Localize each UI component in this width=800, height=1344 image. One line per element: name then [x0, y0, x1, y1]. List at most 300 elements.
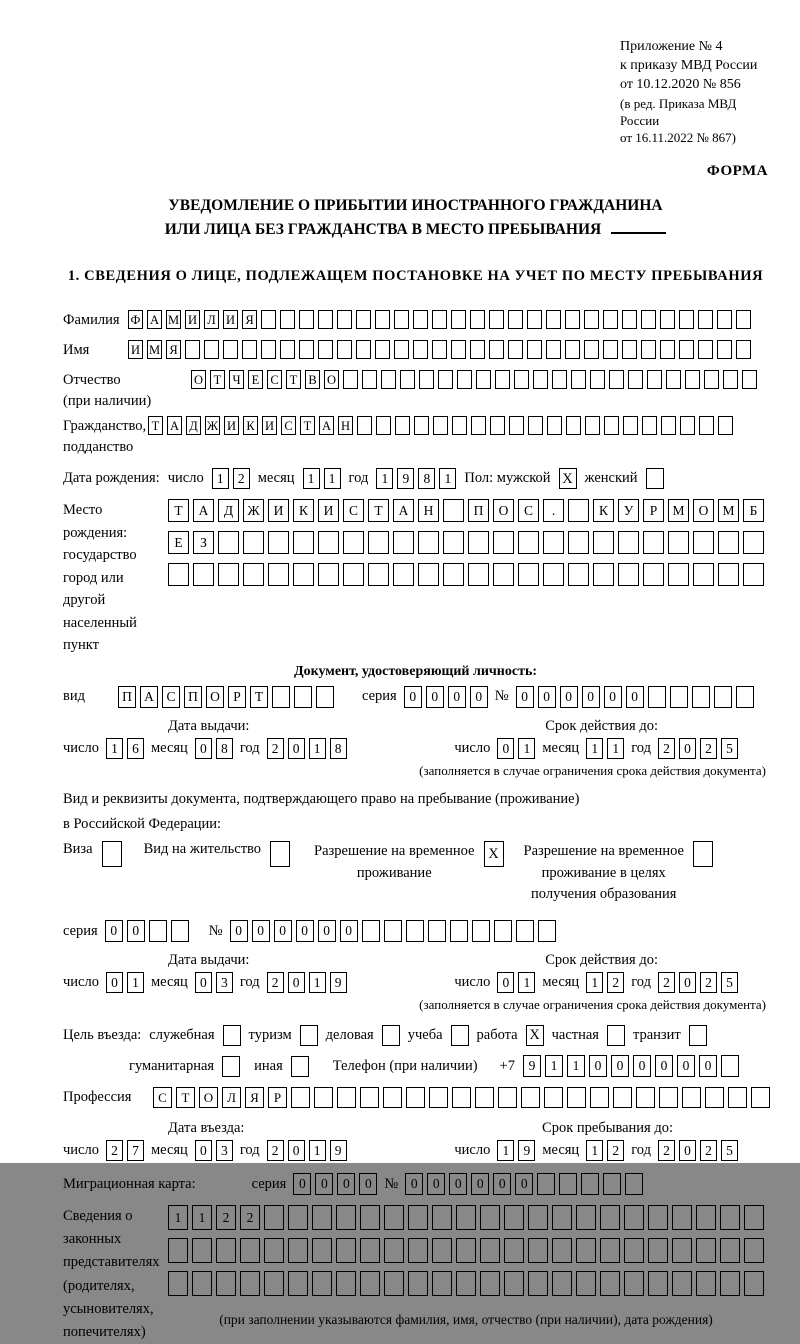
- char-cell[interactable]: Р: [643, 499, 664, 522]
- char-cell[interactable]: [468, 563, 489, 586]
- char-cell[interactable]: [546, 340, 561, 359]
- char-cell[interactable]: [494, 920, 512, 942]
- char-cell[interactable]: [682, 1087, 701, 1108]
- char-cell[interactable]: Я: [166, 340, 181, 359]
- char-cell[interactable]: С: [162, 686, 180, 708]
- char-cell[interactable]: X: [559, 468, 577, 489]
- char-cell[interactable]: [543, 563, 564, 586]
- char-cell[interactable]: М: [166, 310, 181, 329]
- char-cell[interactable]: [516, 920, 534, 942]
- char-cell[interactable]: А: [193, 499, 214, 522]
- stay-month-cells[interactable]: [586, 1140, 624, 1161]
- purpose-work-checkbox[interactable]: [526, 1025, 544, 1046]
- char-cell[interactable]: 0: [582, 686, 600, 708]
- char-cell[interactable]: [368, 531, 389, 554]
- char-cell[interactable]: [414, 416, 429, 435]
- char-cell[interactable]: 0: [679, 738, 696, 759]
- char-cell[interactable]: [568, 563, 589, 586]
- char-cell[interactable]: 2: [106, 1140, 123, 1161]
- purpose-tourism-checkbox[interactable]: [300, 1025, 318, 1046]
- purpose-transit-checkbox[interactable]: [689, 1025, 707, 1046]
- char-cell[interactable]: [609, 370, 624, 389]
- char-cell[interactable]: [567, 1087, 586, 1108]
- permit-valid-year-cells[interactable]: [658, 972, 738, 993]
- char-cell[interactable]: 1: [586, 972, 603, 993]
- char-cell[interactable]: [443, 563, 464, 586]
- char-cell[interactable]: 0: [699, 1055, 717, 1077]
- char-cell[interactable]: 0: [105, 920, 123, 942]
- char-cell[interactable]: Р: [268, 1087, 287, 1108]
- char-cell[interactable]: [571, 370, 586, 389]
- char-cell[interactable]: [240, 1271, 260, 1296]
- char-cell[interactable]: [613, 1087, 632, 1108]
- char-cell[interactable]: 1: [212, 468, 229, 489]
- char-cell[interactable]: [381, 370, 396, 389]
- char-cell[interactable]: Т: [168, 499, 189, 522]
- char-cell[interactable]: Ж: [243, 499, 264, 522]
- char-cell[interactable]: [393, 531, 414, 554]
- char-cell[interactable]: [394, 340, 409, 359]
- char-cell[interactable]: [648, 1205, 668, 1230]
- entry-month-cells[interactable]: [195, 1140, 233, 1161]
- char-cell[interactable]: 0: [127, 920, 145, 942]
- char-cell[interactable]: [692, 686, 710, 708]
- char-cell[interactable]: 1: [106, 738, 123, 759]
- char-cell[interactable]: [443, 499, 464, 522]
- char-cell[interactable]: [504, 1238, 524, 1263]
- char-cell[interactable]: [291, 1056, 309, 1077]
- char-cell[interactable]: [646, 468, 664, 489]
- char-cell[interactable]: [508, 340, 523, 359]
- doc-valid-year-cells[interactable]: [658, 738, 738, 759]
- char-cell[interactable]: [593, 531, 614, 554]
- char-cell[interactable]: 5: [721, 972, 738, 993]
- char-cell[interactable]: Ч: [229, 370, 244, 389]
- char-cell[interactable]: [641, 310, 656, 329]
- char-cell[interactable]: [559, 1173, 577, 1195]
- char-cell[interactable]: [693, 841, 713, 867]
- char-cell[interactable]: [452, 416, 467, 435]
- char-cell[interactable]: [337, 310, 352, 329]
- char-cell[interactable]: [406, 1087, 425, 1108]
- permit-valid-month-cells[interactable]: [586, 972, 624, 993]
- visa-checkbox[interactable]: [102, 841, 122, 867]
- char-cell[interactable]: [429, 1087, 448, 1108]
- char-cell[interactable]: [216, 1271, 236, 1296]
- given-name-cells[interactable]: [128, 340, 751, 359]
- stay-day-cells[interactable]: [497, 1140, 535, 1161]
- char-cell[interactable]: [268, 531, 289, 554]
- char-cell[interactable]: [192, 1238, 212, 1263]
- char-cell[interactable]: [668, 531, 689, 554]
- char-cell[interactable]: [185, 340, 200, 359]
- char-cell[interactable]: [419, 370, 434, 389]
- reps-cells-row3[interactable]: [168, 1271, 764, 1296]
- char-cell[interactable]: [395, 416, 410, 435]
- char-cell[interactable]: П: [118, 686, 136, 708]
- char-cell[interactable]: [312, 1271, 332, 1296]
- char-cell[interactable]: [480, 1271, 500, 1296]
- char-cell[interactable]: [647, 370, 662, 389]
- char-cell[interactable]: 1: [567, 1055, 585, 1077]
- char-cell[interactable]: О: [206, 686, 224, 708]
- char-cell[interactable]: [382, 1025, 400, 1046]
- char-cell[interactable]: [268, 563, 289, 586]
- char-cell[interactable]: 0: [195, 972, 212, 993]
- char-cell[interactable]: Я: [242, 310, 257, 329]
- char-cell[interactable]: [318, 563, 339, 586]
- char-cell[interactable]: [470, 310, 485, 329]
- char-cell[interactable]: [452, 1087, 471, 1108]
- char-cell[interactable]: [509, 416, 524, 435]
- char-cell[interactable]: [293, 563, 314, 586]
- char-cell[interactable]: [622, 340, 637, 359]
- char-cell[interactable]: 0: [296, 920, 314, 942]
- char-cell[interactable]: 0: [611, 1055, 629, 1077]
- char-cell[interactable]: [696, 1205, 716, 1230]
- char-cell[interactable]: [393, 563, 414, 586]
- char-cell[interactable]: [261, 340, 276, 359]
- char-cell[interactable]: 1: [303, 468, 320, 489]
- char-cell[interactable]: [689, 1025, 707, 1046]
- char-cell[interactable]: [661, 416, 676, 435]
- char-cell[interactable]: Я: [245, 1087, 264, 1108]
- char-cell[interactable]: 3: [216, 1140, 233, 1161]
- char-cell[interactable]: [428, 920, 446, 942]
- char-cell[interactable]: [528, 1205, 548, 1230]
- char-cell[interactable]: К: [243, 416, 258, 435]
- char-cell[interactable]: З: [193, 531, 214, 554]
- char-cell[interactable]: [744, 1205, 764, 1230]
- permit-series-cells[interactable]: [105, 920, 189, 942]
- char-cell[interactable]: [272, 686, 290, 708]
- char-cell[interactable]: [450, 920, 468, 942]
- char-cell[interactable]: [413, 340, 428, 359]
- char-cell[interactable]: [394, 310, 409, 329]
- char-cell[interactable]: О: [693, 499, 714, 522]
- char-cell[interactable]: [498, 1087, 517, 1108]
- char-cell[interactable]: [357, 416, 372, 435]
- char-cell[interactable]: [728, 1087, 747, 1108]
- char-cell[interactable]: [593, 563, 614, 586]
- char-cell[interactable]: 0: [679, 972, 696, 993]
- char-cell[interactable]: 0: [626, 686, 644, 708]
- char-cell[interactable]: [318, 310, 333, 329]
- char-cell[interactable]: Е: [248, 370, 263, 389]
- char-cell[interactable]: [216, 1238, 236, 1263]
- char-cell[interactable]: [696, 1271, 716, 1296]
- char-cell[interactable]: [400, 370, 415, 389]
- char-cell[interactable]: 2: [700, 972, 717, 993]
- char-cell[interactable]: [600, 1271, 620, 1296]
- reps-cells-row1[interactable]: [168, 1205, 764, 1230]
- char-cell[interactable]: [721, 1055, 739, 1077]
- permit-issue-day-cells[interactable]: [106, 972, 144, 993]
- doc-issue-year-cells[interactable]: [267, 738, 347, 759]
- char-cell[interactable]: [576, 1271, 596, 1296]
- char-cell[interactable]: [356, 310, 371, 329]
- char-cell[interactable]: 0: [288, 1140, 305, 1161]
- char-cell[interactable]: О: [199, 1087, 218, 1108]
- char-cell[interactable]: [717, 340, 732, 359]
- char-cell[interactable]: [643, 531, 664, 554]
- char-cell[interactable]: 1: [127, 972, 144, 993]
- char-cell[interactable]: [604, 416, 619, 435]
- char-cell[interactable]: [294, 686, 312, 708]
- char-cell[interactable]: [566, 416, 581, 435]
- char-cell[interactable]: 0: [471, 1173, 489, 1195]
- sex-female-checkbox[interactable]: [646, 468, 664, 489]
- char-cell[interactable]: [480, 1238, 500, 1263]
- char-cell[interactable]: [698, 310, 713, 329]
- char-cell[interactable]: [641, 340, 656, 359]
- char-cell[interactable]: [643, 563, 664, 586]
- char-cell[interactable]: [528, 1271, 548, 1296]
- char-cell[interactable]: Н: [418, 499, 439, 522]
- char-cell[interactable]: [383, 1087, 402, 1108]
- char-cell[interactable]: X: [526, 1025, 544, 1046]
- char-cell[interactable]: [538, 920, 556, 942]
- char-cell[interactable]: 9: [397, 468, 414, 489]
- char-cell[interactable]: [375, 340, 390, 359]
- entry-year-cells[interactable]: [267, 1140, 347, 1161]
- char-cell[interactable]: 1: [192, 1205, 212, 1230]
- char-cell[interactable]: [493, 531, 514, 554]
- char-cell[interactable]: И: [128, 340, 143, 359]
- char-cell[interactable]: 0: [427, 1173, 445, 1195]
- char-cell[interactable]: [384, 920, 402, 942]
- purpose-business-checkbox[interactable]: [382, 1025, 400, 1046]
- char-cell[interactable]: 8: [330, 738, 347, 759]
- char-cell[interactable]: [552, 370, 567, 389]
- char-cell[interactable]: 2: [658, 972, 675, 993]
- char-cell[interactable]: [432, 1238, 452, 1263]
- char-cell[interactable]: 0: [497, 972, 514, 993]
- char-cell[interactable]: [288, 1238, 308, 1263]
- char-cell[interactable]: [508, 310, 523, 329]
- char-cell[interactable]: [451, 340, 466, 359]
- char-cell[interactable]: 1: [518, 738, 535, 759]
- char-cell[interactable]: 0: [470, 686, 488, 708]
- char-cell[interactable]: [368, 563, 389, 586]
- permit-number-cells[interactable]: [230, 920, 556, 942]
- char-cell[interactable]: 5: [721, 738, 738, 759]
- char-cell[interactable]: [670, 686, 688, 708]
- char-cell[interactable]: [102, 841, 122, 867]
- char-cell[interactable]: [581, 1173, 599, 1195]
- char-cell[interactable]: 0: [359, 1173, 377, 1195]
- char-cell[interactable]: 3: [216, 972, 233, 993]
- birth-day-cells[interactable]: [212, 468, 250, 489]
- char-cell[interactable]: [318, 340, 333, 359]
- char-cell[interactable]: 7: [127, 1140, 144, 1161]
- doc-series-cells[interactable]: [404, 686, 488, 708]
- char-cell[interactable]: 1: [518, 972, 535, 993]
- char-cell[interactable]: А: [319, 416, 334, 435]
- char-cell[interactable]: [495, 370, 510, 389]
- char-cell[interactable]: 0: [589, 1055, 607, 1077]
- char-cell[interactable]: [528, 1238, 548, 1263]
- doc-valid-day-cells[interactable]: [497, 738, 535, 759]
- char-cell[interactable]: 0: [288, 972, 305, 993]
- char-cell[interactable]: [438, 370, 453, 389]
- char-cell[interactable]: [668, 563, 689, 586]
- char-cell[interactable]: А: [140, 686, 158, 708]
- char-cell[interactable]: [418, 531, 439, 554]
- char-cell[interactable]: [624, 1205, 644, 1230]
- char-cell[interactable]: М: [147, 340, 162, 359]
- char-cell[interactable]: [672, 1238, 692, 1263]
- char-cell[interactable]: [718, 416, 733, 435]
- char-cell[interactable]: [242, 340, 257, 359]
- char-cell[interactable]: 0: [497, 738, 514, 759]
- char-cell[interactable]: [299, 310, 314, 329]
- char-cell[interactable]: В: [305, 370, 320, 389]
- doc-issue-month-cells[interactable]: [195, 738, 233, 759]
- char-cell[interactable]: [705, 1087, 724, 1108]
- char-cell[interactable]: [362, 920, 380, 942]
- char-cell[interactable]: [624, 1271, 644, 1296]
- char-cell[interactable]: [343, 531, 364, 554]
- char-cell[interactable]: И: [262, 416, 277, 435]
- residence-permit-checkbox[interactable]: [270, 841, 290, 867]
- char-cell[interactable]: [456, 1205, 476, 1230]
- char-cell[interactable]: 2: [700, 1140, 717, 1161]
- purpose-private-checkbox[interactable]: [607, 1025, 625, 1046]
- char-cell[interactable]: [312, 1205, 332, 1230]
- char-cell[interactable]: [413, 310, 428, 329]
- char-cell[interactable]: [568, 531, 589, 554]
- char-cell[interactable]: 6: [127, 738, 144, 759]
- char-cell[interactable]: [546, 310, 561, 329]
- char-cell[interactable]: [337, 340, 352, 359]
- char-cell[interactable]: [433, 416, 448, 435]
- char-cell[interactable]: [264, 1238, 284, 1263]
- stay-year-cells[interactable]: [658, 1140, 738, 1161]
- char-cell[interactable]: С: [267, 370, 282, 389]
- char-cell[interactable]: [261, 310, 276, 329]
- char-cell[interactable]: 0: [426, 686, 444, 708]
- char-cell[interactable]: Р: [228, 686, 246, 708]
- char-cell[interactable]: [314, 1087, 333, 1108]
- char-cell[interactable]: [680, 416, 695, 435]
- char-cell[interactable]: 0: [195, 1140, 212, 1161]
- char-cell[interactable]: [720, 1271, 740, 1296]
- char-cell[interactable]: [300, 1025, 318, 1046]
- char-cell[interactable]: [743, 531, 764, 554]
- char-cell[interactable]: [720, 1205, 740, 1230]
- char-cell[interactable]: [288, 1271, 308, 1296]
- char-cell[interactable]: 0: [230, 920, 248, 942]
- char-cell[interactable]: 9: [518, 1140, 535, 1161]
- char-cell[interactable]: [533, 370, 548, 389]
- char-cell[interactable]: [742, 370, 757, 389]
- char-cell[interactable]: 2: [267, 738, 284, 759]
- char-cell[interactable]: 0: [655, 1055, 673, 1077]
- char-cell[interactable]: [489, 310, 504, 329]
- char-cell[interactable]: 1: [607, 738, 624, 759]
- char-cell[interactable]: 2: [216, 1205, 236, 1230]
- purpose-other-checkbox[interactable]: [291, 1056, 309, 1077]
- char-cell[interactable]: [527, 310, 542, 329]
- char-cell[interactable]: [552, 1271, 572, 1296]
- char-cell[interactable]: [360, 1087, 379, 1108]
- char-cell[interactable]: Л: [222, 1087, 241, 1108]
- char-cell[interactable]: [193, 563, 214, 586]
- char-cell[interactable]: [736, 310, 751, 329]
- char-cell[interactable]: [736, 340, 751, 359]
- char-cell[interactable]: [493, 563, 514, 586]
- char-cell[interactable]: 0: [252, 920, 270, 942]
- char-cell[interactable]: [744, 1238, 764, 1263]
- char-cell[interactable]: 0: [340, 920, 358, 942]
- char-cell[interactable]: И: [224, 416, 239, 435]
- char-cell[interactable]: 0: [516, 686, 534, 708]
- char-cell[interactable]: 0: [515, 1173, 533, 1195]
- purpose-humanitarian-checkbox[interactable]: [222, 1056, 240, 1077]
- char-cell[interactable]: [336, 1205, 356, 1230]
- char-cell[interactable]: [504, 1205, 524, 1230]
- char-cell[interactable]: [280, 340, 295, 359]
- char-cell[interactable]: [625, 1173, 643, 1195]
- char-cell[interactable]: Л: [204, 310, 219, 329]
- char-cell[interactable]: [521, 1087, 540, 1108]
- char-cell[interactable]: [432, 1205, 452, 1230]
- char-cell[interactable]: [552, 1205, 572, 1230]
- char-cell[interactable]: 0: [106, 972, 123, 993]
- char-cell[interactable]: [470, 340, 485, 359]
- char-cell[interactable]: [576, 1238, 596, 1263]
- char-cell[interactable]: [270, 841, 290, 867]
- char-cell[interactable]: [490, 416, 505, 435]
- char-cell[interactable]: [527, 340, 542, 359]
- doc-type-cells[interactable]: [118, 686, 334, 708]
- char-cell[interactable]: [584, 310, 599, 329]
- char-cell[interactable]: [472, 920, 490, 942]
- char-cell[interactable]: Т: [176, 1087, 195, 1108]
- char-cell[interactable]: [408, 1238, 428, 1263]
- char-cell[interactable]: 0: [288, 738, 305, 759]
- char-cell[interactable]: [375, 310, 390, 329]
- char-cell[interactable]: 1: [309, 972, 326, 993]
- char-cell[interactable]: 0: [195, 738, 212, 759]
- char-cell[interactable]: Д: [186, 416, 201, 435]
- char-cell[interactable]: [336, 1238, 356, 1263]
- char-cell[interactable]: У: [618, 499, 639, 522]
- char-cell[interactable]: [672, 1271, 692, 1296]
- surname-cells[interactable]: [128, 310, 751, 329]
- permit-valid-day-cells[interactable]: [497, 972, 535, 993]
- char-cell[interactable]: [600, 1205, 620, 1230]
- char-cell[interactable]: [312, 1238, 332, 1263]
- char-cell[interactable]: [432, 310, 447, 329]
- char-cell[interactable]: П: [184, 686, 202, 708]
- temp-residence-education-checkbox[interactable]: [693, 841, 713, 867]
- char-cell[interactable]: 5: [721, 1140, 738, 1161]
- char-cell[interactable]: [717, 310, 732, 329]
- char-cell[interactable]: [698, 340, 713, 359]
- char-cell[interactable]: [456, 1238, 476, 1263]
- char-cell[interactable]: [584, 340, 599, 359]
- char-cell[interactable]: [360, 1205, 380, 1230]
- char-cell[interactable]: 1: [545, 1055, 563, 1077]
- char-cell[interactable]: X: [484, 841, 504, 867]
- char-cell[interactable]: 2: [267, 972, 284, 993]
- char-cell[interactable]: 2: [607, 1140, 624, 1161]
- char-cell[interactable]: 0: [448, 686, 466, 708]
- char-cell[interactable]: [518, 563, 539, 586]
- char-cell[interactable]: Т: [368, 499, 389, 522]
